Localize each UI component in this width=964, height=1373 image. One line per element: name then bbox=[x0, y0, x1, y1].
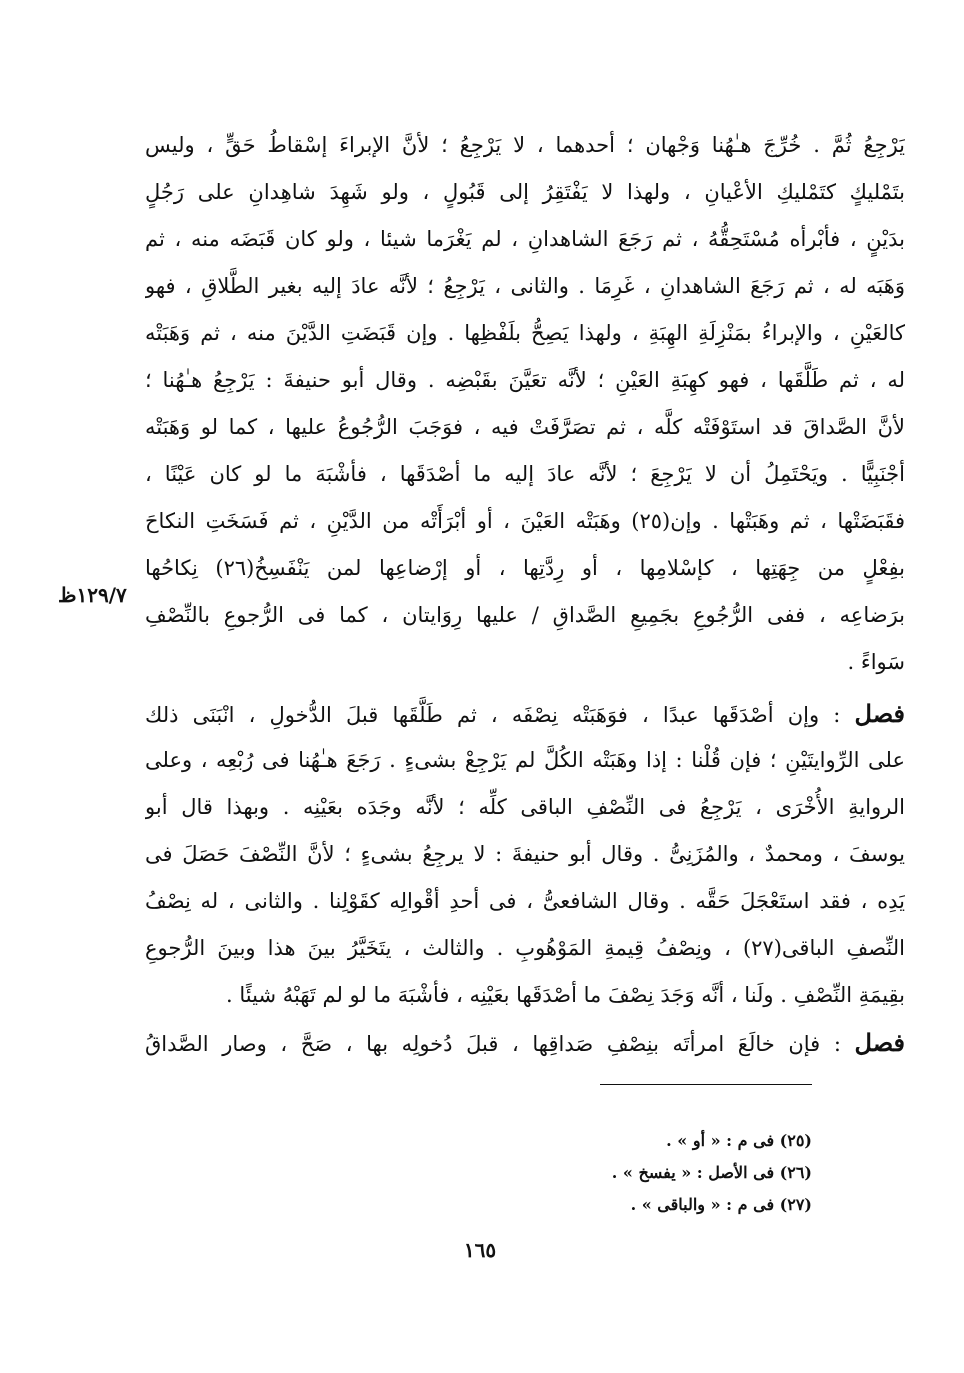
page-number: ١٦٥ bbox=[463, 1238, 497, 1262]
text-line: بدَيْنٍ ، فأبْرأه مُسْتَحِقُّهُ ، ثم رَجَعَ الشاهدانِ ، لم يَغْرَما شيئا ، ولو كان قَبَضَه منه ، ثم bbox=[145, 227, 905, 251]
text-line: برَضاعِه ، ففى الرُّجُوعِ بجَمِيعِ الصَّداقِ / عليها رِوَايتان ، كما فى الرُّجوعِ بالنِّصْفِ bbox=[145, 603, 905, 627]
text-line: على الرِّوايتَيْنِ ؛ فإن قُلْنا : إذا وهَبَتْه الكُلَّ لم يَرْجِعْ بشىءٍ . رَجَعَ هـٰهُنا فى رُبْعِه ، وعلى bbox=[145, 748, 905, 772]
text-line: وَهَبَه له ، ثم رَجَعَ الشاهدانِ ، غَرِمَا . والثانى ، يَرْجِعُ ؛ لأنَّه عادَ إليه بغير الطَّلاقِ ، فهو bbox=[145, 274, 905, 298]
footnotes bbox=[560, 1125, 812, 1221]
section-heading: فصل bbox=[854, 699, 905, 728]
text-line: بقِيمَةِ النِّصْفِ . ولَنا ، أنَّه وَجَدَ نِصْفَ ما أصْدَقَها بعَيْنِه ، فأشْبَهَ ما لو لم تَهَبْهُ شيئًا . bbox=[226, 983, 905, 1007]
footnote: (٢٧) فى م : « والباقى » . bbox=[630, 1195, 812, 1214]
text-line: فقَبَضَتْها ، ثم وهَبَتْها . وإن(٢٥) وهَبَتْه العَيْنَ ، أو أبْرَأَتْه من الدَّيْنِ ، ثم فَسَخَتِ النكاحَ bbox=[145, 509, 905, 533]
text-line: يَرْجِعُ ثُمَّ . خُرِّجَ هـٰهُنا وَجْهان ؛ أحدهما ، لا يَرْجِعُ ؛ لأنَّ الإبراءَ إسْقاطُ حَقٍّ ، وليس bbox=[145, 133, 905, 157]
footnote: (٢٥) فى م : « أو » . bbox=[666, 1131, 812, 1150]
text-line: بفِعْلٍ من جِهَتِها ، كإسْلامِها ، أو رِدَّتِها ، أو إرْضاعِها لمن يَنْفَسِخُ(٢٦) نِكاحُها bbox=[145, 556, 905, 580]
manuscript-folio-note: ١٢٩/٧ظ bbox=[58, 583, 127, 607]
main-text bbox=[145, 122, 905, 1066]
text-fragment: : فإن خالَعَ امرأتَه بنِصْفِ صَداقِها ، قبلَ دُخولِه بها ، صَحَّ ، وصار الصَّداقُ bbox=[145, 1032, 841, 1056]
section-heading: فصل bbox=[854, 1028, 905, 1057]
text-line: له ، ثم طَلَّقَها ، فهو كهِبَةِ العَيْنِ ؛ لأنَّه تعَيَّنَ بقَبْضِه . وقال أبو حنيفةَ : يَرْجِعُ هـٰهُنا ؛ bbox=[145, 368, 905, 392]
text-line: يوسفَ ، ومحمدٌ ، والمُزَنِىُّ . وقال أبو حنيفةَ : لا يرجِعُ بشىءٍ ؛ لأنَّ النِّصْفَ حَصَلَ فى bbox=[145, 842, 905, 866]
text-line: سَواءً . bbox=[847, 650, 905, 674]
text-line: الروايةِ الأُخْرَى ، يَرْجِعُ فى النِّصْفِ الباقى كلِّه ؛ لأنَّه وجَدَه بعَيْنِه . وبهذا قال أبو bbox=[145, 795, 905, 819]
paragraph-first-line bbox=[145, 690, 905, 737]
text-line: كالعَيْنِ ، والإبراءُ بمَنْزِلَةِ الهِبَةِ ، ولهذا يَصِحُّ بلَفْظِها . وإن قَبَضَتِ الدَّيْنَ منه ، ثم وَهَبَتْه bbox=[145, 321, 905, 345]
text-line: أجْنَبِيًّا . ويَحْتَمِلُ أن لا يَرْجِعَ ؛ لأنَّه عادَ إليه ما أصْدَقَها ، فأشْبَهَ ما لو كان عَيْنًا ، bbox=[145, 462, 905, 486]
footnote-divider bbox=[600, 1084, 812, 1085]
text-line: النِّصفِ الباقى(٢٧) ، ونِصْفُ قِيمةِ المَوْهُوبِ . والثالث ، يتَخَيَّرُ بينَ هذا وبينَ الرُّجوعِ bbox=[145, 936, 905, 960]
footnote: (٢٦) فى الأصل : « يفسخ » . bbox=[611, 1163, 812, 1182]
text-line: يَدِه ، فقد استَعْجَلَ حَقَّه . وقال الشافعىُّ ، فى أحدِ أقْوالِه كقَوْلِنا . والثانى ، له نِصْفُ bbox=[145, 889, 905, 913]
paragraph-first-line bbox=[145, 1019, 905, 1066]
text-line: بتَمْليكٍ كتَمْليكِ الأعْيانِ ، ولهذا لا يَفْتَقِرُ إلى قَبُولٍ ، ولو شَهِدَ شاهِدانِ على رَجُلٍ bbox=[145, 180, 905, 204]
text-line: لأنَّ الصَّداقَ قد استَوْفَتْه كلَّه ، ثم تصَرَّفَتْ فيه ، فوَجَبَ الرُّجُوعُ عليها ، كما لو وَهَبَتْه bbox=[145, 415, 905, 439]
text-fragment: : وإن أصْدَقَها عبدًا ، فوَهَبَتْه نِصْفَه ، ثم طَلَّقَها قبلَ الدُّخولِ ، انْبَنَى ذلك bbox=[145, 703, 841, 727]
